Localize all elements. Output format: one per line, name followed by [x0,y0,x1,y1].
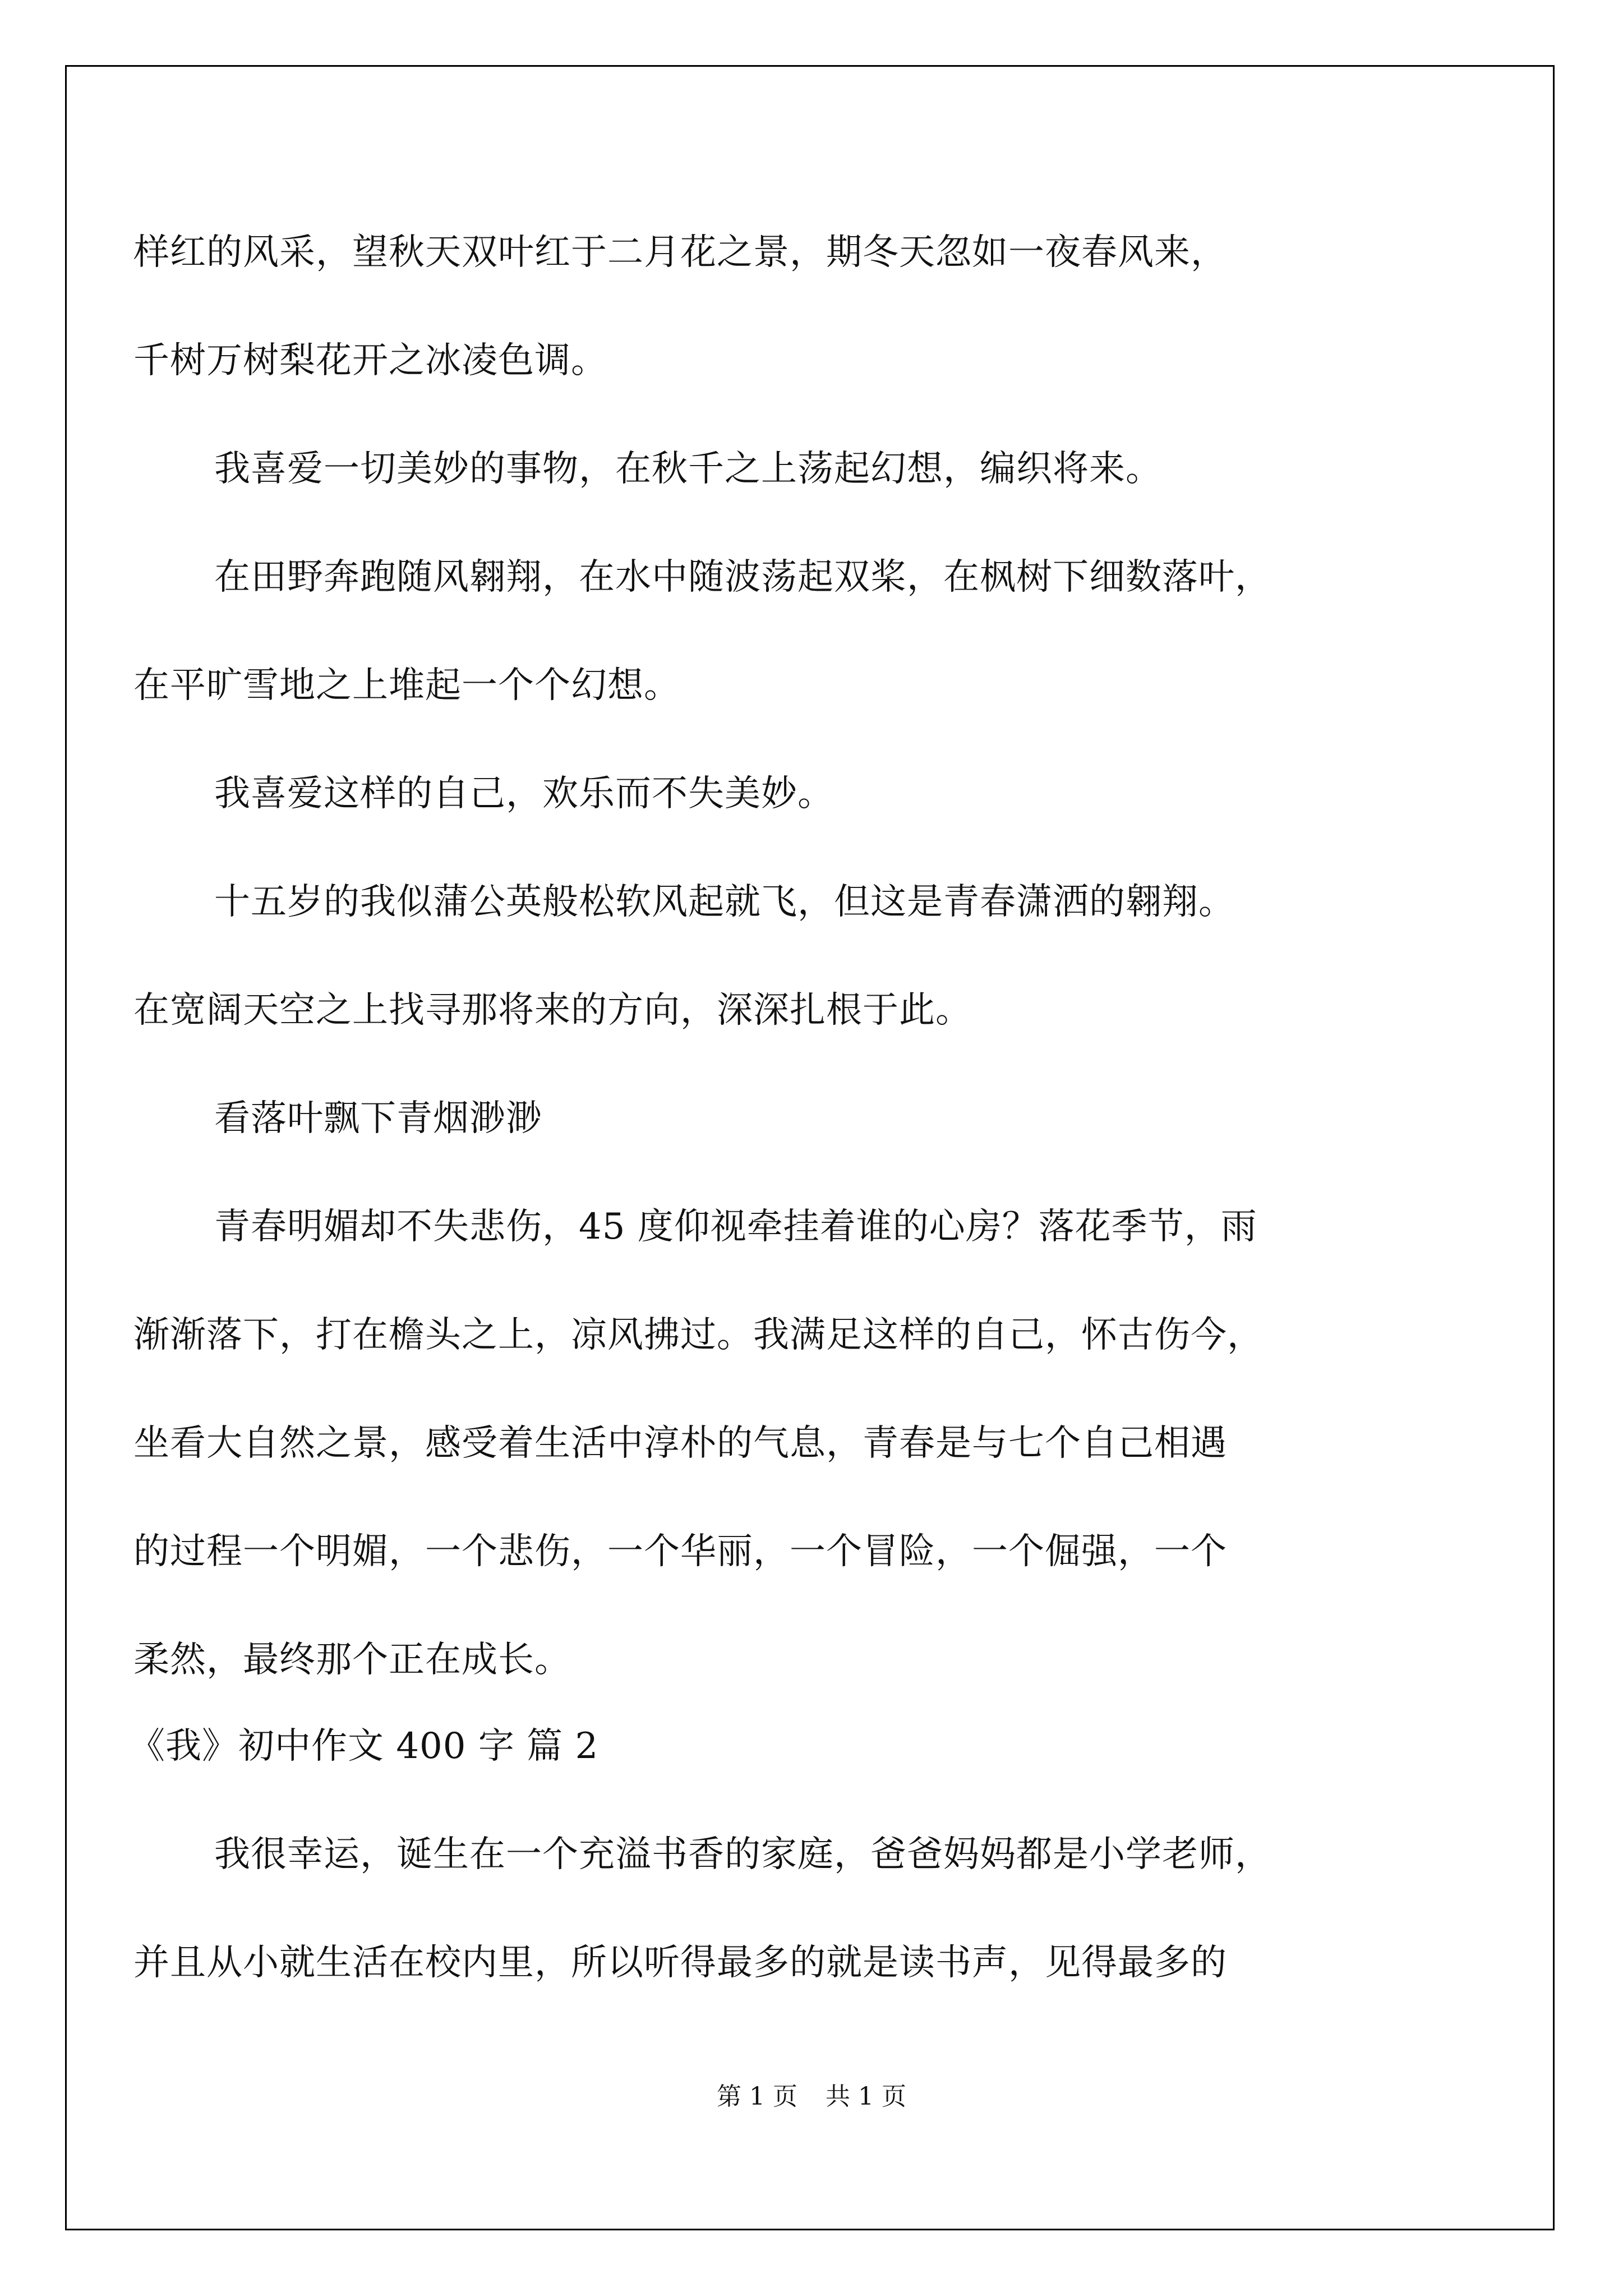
text-line: 青春明媚却不失悲伤，45 度仰视牵挂着谁的心房？落花季节，雨 [214,1206,1257,1248]
text-line: 样红的风采，望秋天双叶红于二月花之景，期冬天忽如一夜春风来， [133,232,1227,273]
text-line: 在宽阔天空之上找寻那将来的方向，深深扎根于此。 [133,990,972,1031]
text-line: 十五岁的我似蒲公英般松软风起就飞，但这是青春潇洒的翱翔。 [214,881,1235,923]
page-total: 共 1 页 [826,2082,906,2111]
text-line: 我很幸运，诞生在一个充溢书香的家庭，爸爸妈妈都是小学老师， [214,1834,1271,1875]
text-line: 在田野奔跑随风翱翔，在水中随波荡起双桨，在枫树下细数落叶， [214,556,1271,598]
text-line: 千树万树梨花开之冰凌色调。 [133,340,607,381]
text-line: 渐渐落下，打在檐头之上，凉风拂过。我满足这样的自己，怀古伤今， [133,1314,1264,1356]
page-footer [0,2081,1623,2113]
text-line: 坐看大自然之景，感受着生活中淳朴的气息，青春是与七个自己相遇 [133,1423,1227,1464]
text-line: 我喜爱一切美妙的事物，在秋千之上荡起幻想，编织将来。 [214,448,1162,490]
text-line: 并且从小就生活在校内里，所以听得最多的就是读书声，见得最多的 [133,1942,1227,1984]
text-line: 的过程一个明媚，一个悲伤，一个华丽，一个冒险，一个倔强，一个 [133,1531,1227,1572]
text-line: 在平旷雪地之上堆起一个个幻想。 [133,665,680,706]
section-heading: 《我》初中作文 400 字 篇 2 [129,1726,599,1767]
text-line: 看落叶飘下青烟渺渺 [214,1098,542,1139]
text-line: 我喜爱这样的自己，欢乐而不失美妙。 [214,773,834,815]
page-number: 第 1 页 [717,2082,797,2111]
text-line: 柔然，最终那个正在成长。 [133,1639,571,1681]
page-border [65,65,1555,2230]
